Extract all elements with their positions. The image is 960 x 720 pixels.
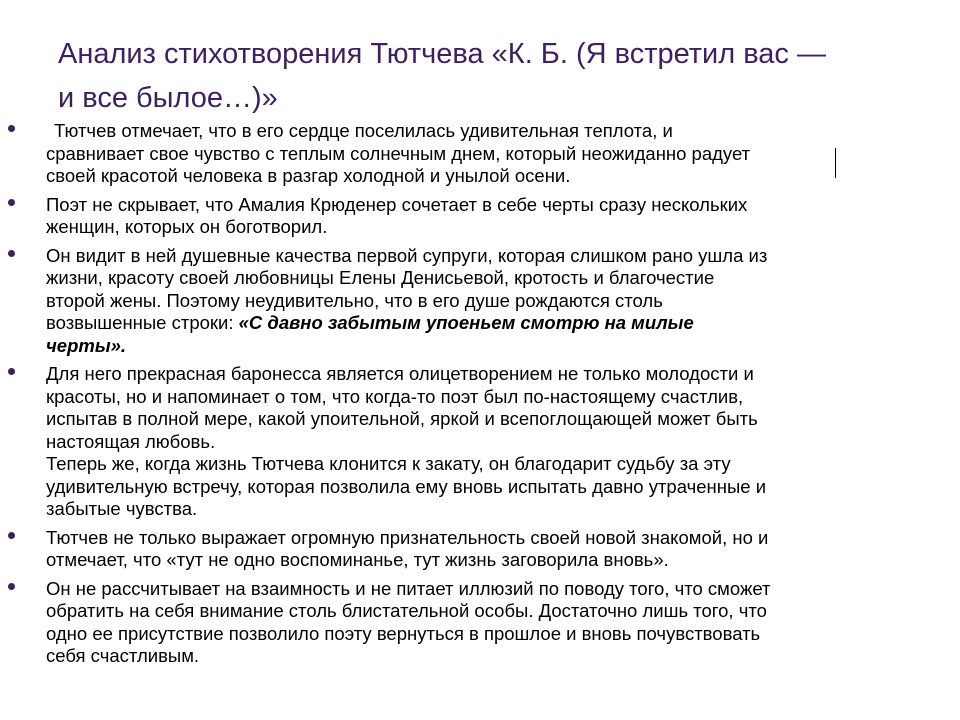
- bullet-4-line-1: Для него прекрасная баронесса является олицетворением не только молодости и: [46, 363, 754, 384]
- bullet-5-line-1: Тютчев не только выражает огромную признательность своей новой знакомой, но и: [46, 526, 769, 548]
- bullet-6-line-1: Он не рассчитывает на взаимность и не питает иллюзий по поводу того, что сможет: [46, 577, 771, 599]
- bullet-3-line-2: жизни, красоту своей любовницы Елены Денисьевой, кротость и благочестие: [46, 267, 715, 288]
- poem-quote-part-1: «С давно забытым упоеньем смотрю на милые: [238, 312, 694, 333]
- bullet-1-line-2: сравнивает свое чувство с теплым солнечным днем, который неожиданно радует: [46, 142, 751, 164]
- bullet-4-line-2: красоты, но и напоминает о том, что когда-то поэт был по-настоящему счастлив,: [46, 385, 744, 407]
- bullet-dot-icon: [8, 250, 15, 257]
- bullet-item-4: [0, 363, 960, 521]
- bullet-item-5: [0, 527, 960, 572]
- bullet-3-line-3: второй жены. Поэтому неудивительно, что в его душе рождаются столь: [46, 289, 663, 311]
- bullet-6-line-2: обратить на себя внимание столь блистательной особы. Достаточно лишь того, что: [46, 600, 767, 621]
- bullet-item-2: [0, 194, 960, 239]
- bullet-3-line-4: [46, 312, 942, 335]
- bullet-3-line-4-prefix: возвышенные строки:: [46, 312, 239, 333]
- bullet-dot-icon: [8, 368, 15, 375]
- bullet-5-line-2: отмечает, что «тут не одно воспоминанье, тут жизнь заговорила вновь».: [46, 549, 669, 570]
- bullet-4-line-3: испытав в полной мере, какой упоительной, яркой и всепоглощающей может быть: [46, 408, 758, 429]
- bullet-list: [0, 120, 960, 674]
- bullet-item-6: [0, 578, 960, 668]
- bullet-4-line-7: забытые чувства.: [46, 498, 198, 519]
- bullet-2-line-2: женщин, которых он боготворил.: [46, 216, 328, 237]
- bullet-1-line-3: своей красотой человека в разгар холодной и унылой осени.: [46, 165, 571, 186]
- bullet-1-line-1: Тютчев отмечает, что в его сердце поселилась удивительная теплота, и: [54, 120, 673, 141]
- title-line-1: Анализ стихотворения Тютчева «К. Б. (Я встретил вас —: [58, 38, 826, 70]
- bullet-dot-icon: [8, 583, 15, 590]
- bullet-dot-icon: [8, 532, 15, 539]
- bullet-item-3: [0, 245, 960, 358]
- bullet-4-line-4: настоящая любовь.: [46, 430, 216, 452]
- slide-title: [58, 32, 938, 120]
- bullet-3-line-1: Он видит в ней душевные качества первой супруги, которая слишком рано ушла из: [46, 244, 768, 266]
- bullet-2-line-1: Поэт не скрывает, что Амалия Крюденер сочетает в себе черты сразу нескольких: [46, 193, 748, 215]
- bullet-6-line-4: себя счастливым.: [46, 645, 200, 666]
- bullet-6-line-3: одно ее присутствие позволило поэту вернуться в прошлое и вновь почувствовать: [46, 622, 761, 644]
- bullet-item-1: [0, 120, 960, 188]
- bullet-dot-icon: [8, 199, 15, 206]
- bullet-4-line-6: удивительную встречу, которая позволила ему вновь испытать давно утраченные и: [46, 475, 767, 497]
- title-line-2: и все былое…)»: [58, 82, 278, 114]
- bullet-dot-icon: [8, 125, 15, 132]
- poem-quote-part-2: черты».: [46, 334, 127, 356]
- text-cursor: [835, 148, 836, 178]
- bullet-4-line-5: Теперь же, когда жизнь Тютчева клонится к закату, он благодарит судьбу за эту: [46, 453, 731, 474]
